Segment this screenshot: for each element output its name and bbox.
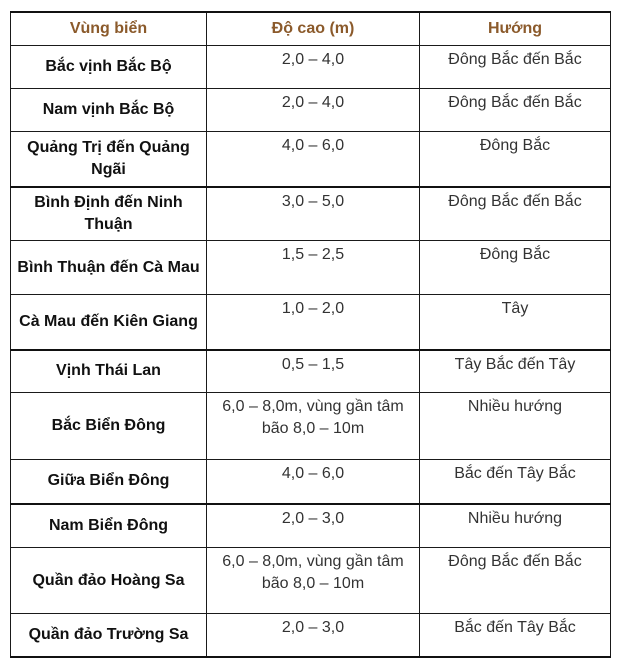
cell-height: 1,0 – 2,0 [207,295,420,350]
cell-direction: Đông Bắc [420,132,611,187]
cell-height: 6,0 – 8,0m, vùng gần tâm bão 8,0 – 10m [207,548,420,614]
table-row [11,187,611,241]
header-direction: Hướng [420,12,611,46]
table-row [11,614,611,657]
cell-height: 6,0 – 8,0m, vùng gần tâm bão 8,0 – 10m [207,393,420,460]
cell-height: 2,0 – 3,0 [207,614,420,657]
cell-direction: Nhiều hướng [420,504,611,548]
cell-region: Bắc vịnh Bắc Bộ [11,46,207,89]
table-header-row [11,12,611,46]
header-height: Độ cao (m) [207,12,420,46]
cell-region: Cà Mau đến Kiên Giang [11,295,207,350]
cell-region: Nam vịnh Bắc Bộ [11,89,207,132]
cell-direction: Bắc đến Tây Bắc [420,614,611,657]
table-row [11,548,611,614]
cell-region: Bình Thuận đến Cà Mau [11,241,207,295]
cell-region: Vịnh Thái Lan [11,350,207,393]
cell-region: Bắc Biển Đông [11,393,207,460]
cell-height: 3,0 – 5,0 [207,187,420,241]
cell-height: 4,0 – 6,0 [207,460,420,504]
cell-height: 4,0 – 6,0 [207,132,420,187]
table-row [11,350,611,393]
table-row [11,460,611,504]
cell-direction: Bắc đến Tây Bắc [420,460,611,504]
cell-direction: Đông Bắc đến Bắc [420,187,611,241]
cell-height: 0,5 – 1,5 [207,350,420,393]
cell-region: Quần đảo Trường Sa [11,614,207,657]
cell-direction: Tây Bắc đến Tây [420,350,611,393]
cell-region: Bình Định đến Ninh Thuận [11,187,207,241]
cell-direction: Đông Bắc đến Bắc [420,46,611,89]
cell-region: Quảng Trị đến Quảng Ngãi [11,132,207,187]
cell-height: 1,5 – 2,5 [207,241,420,295]
cell-region: Giữa Biển Đông [11,460,207,504]
cell-height: 2,0 – 4,0 [207,89,420,132]
table-row [11,295,611,350]
table-row [11,46,611,89]
cell-direction: Đông Bắc [420,241,611,295]
table-row [11,89,611,132]
cell-direction: Tây [420,295,611,350]
cell-region: Nam Biển Đông [11,504,207,548]
cell-region: Quần đảo Hoàng Sa [11,548,207,614]
table-row [11,132,611,187]
cell-direction: Đông Bắc đến Bắc [420,89,611,132]
cell-direction: Đông Bắc đến Bắc [420,548,611,614]
table-row [11,241,611,295]
table-row [11,504,611,548]
wave-height-table [10,11,611,658]
cell-height: 2,0 – 3,0 [207,504,420,548]
table-row [11,393,611,460]
cell-direction: Nhiều hướng [420,393,611,460]
cell-height: 2,0 – 4,0 [207,46,420,89]
header-region: Vùng biển [11,12,207,46]
